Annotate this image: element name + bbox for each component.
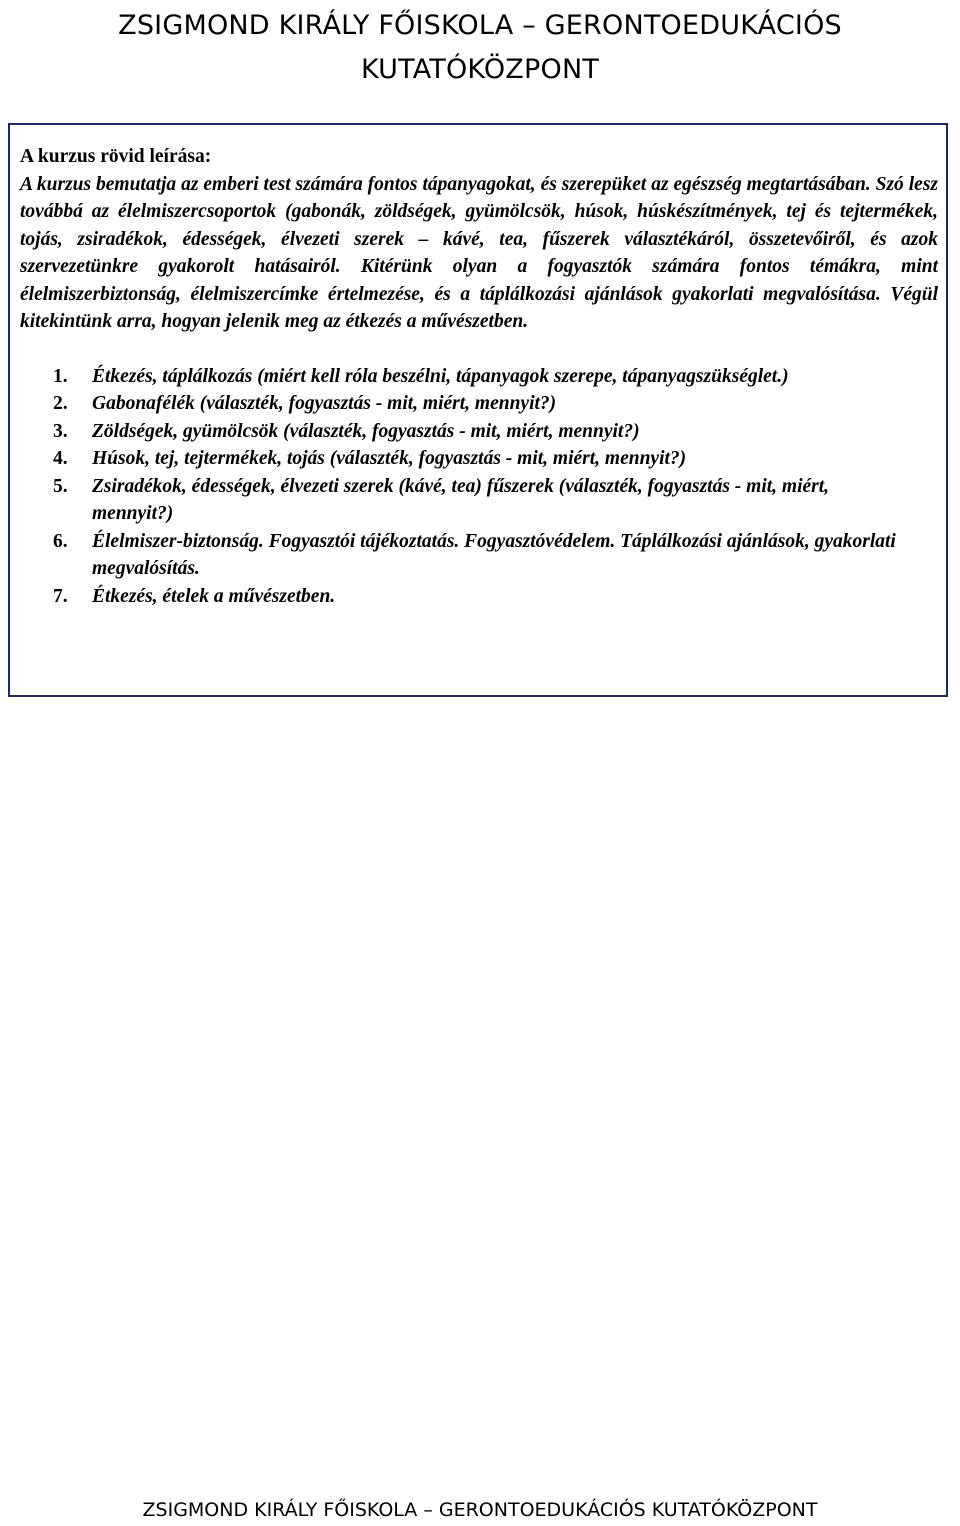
topic-number: 1. xyxy=(53,365,68,387)
page-footer: ZSIGMOND KIRÁLY FŐISKOLA – GERONTOEDUKÁCIÓS KUTATÓKÖZPONT xyxy=(142,1499,818,1521)
course-description-content xyxy=(20,143,938,610)
topic-number: 7. xyxy=(53,585,68,607)
topic-list xyxy=(20,363,938,611)
topic-text: Húsok, tej, tejtermékek, tojás (választék, fogyasztás - mit, miért, mennyit?) xyxy=(92,448,687,469)
topic-item xyxy=(20,473,938,528)
topic-text: Zsiradékok, édességek, élvezeti szerek (kávé, tea) fűszerek (választék, fogyasztás - mit, miért, mennyit?) xyxy=(92,475,830,524)
topic-item xyxy=(20,390,938,418)
topic-text: Zöldségek, gyümölcsök (választék, fogyasztás - mit, miért, mennyit?) xyxy=(92,420,640,442)
topic-number: 5. xyxy=(53,475,68,497)
topic-item xyxy=(20,583,938,611)
page-header xyxy=(0,4,960,92)
topic-number: 3. xyxy=(53,420,68,442)
topic-text: Étkezés, táplálkozás (miért kell róla beszélni, tápanyagok szerepe, tápanyagszükséglet.) xyxy=(92,365,789,387)
topic-number: 4. xyxy=(53,448,68,469)
topic-text: Élelmiszer-biztonság. Fogyasztói tájékoztatás. Fogyasztóvédelem. Táplálkozási ajánlások, gyakorlati megvalósítás. xyxy=(92,530,896,579)
course-description-text: A kurzus bemutatja az emberi test számára fontos tápanyagokat, és szerepüket az egészség megtartásában. Szó lesz továbbá az élelmiszercsoportok (gabonák, zöldségek, gyümölcsök, húsok, húskészítmények, tej és tejtermékek, tojás, zsiradékok, édességek, élvezeti szerek – kávé, tea, fűszerek választékáról, összetevőiről, és azok szervezetünkre gyakorolt hatásairól. Kitérünk olyan a fogyasztók számára fontos témákra, mint élelmiszerbiztonság, élelmiszercímke értelmezése, és a táplálkozási ajánlások gyakorlati megvalósítása. Végül kitekintünk arra, hogyan jelenik meg az étkezés a művészetben. xyxy=(20,173,938,332)
topic-text: Gabonafélék (választék, fogyasztás - mit, miért, mennyit?) xyxy=(92,393,557,414)
topic-text: Étkezés, ételek a művészetben. xyxy=(92,585,336,607)
topic-item xyxy=(20,418,938,446)
course-description-label: A kurzus rövid leírása: xyxy=(20,146,212,167)
header-title-line1: ZSIGMOND KIRÁLY FŐISKOLA – GERONTOEDUKÁCIÓS xyxy=(118,10,842,41)
topic-number: 2. xyxy=(53,393,68,414)
topic-item xyxy=(20,363,938,391)
topic-number: 6. xyxy=(53,530,68,552)
course-description-box xyxy=(8,123,948,697)
header-title-line2: KUTATÓKÖZPONT xyxy=(360,54,600,85)
topic-item xyxy=(20,445,938,473)
topic-item xyxy=(20,528,938,583)
